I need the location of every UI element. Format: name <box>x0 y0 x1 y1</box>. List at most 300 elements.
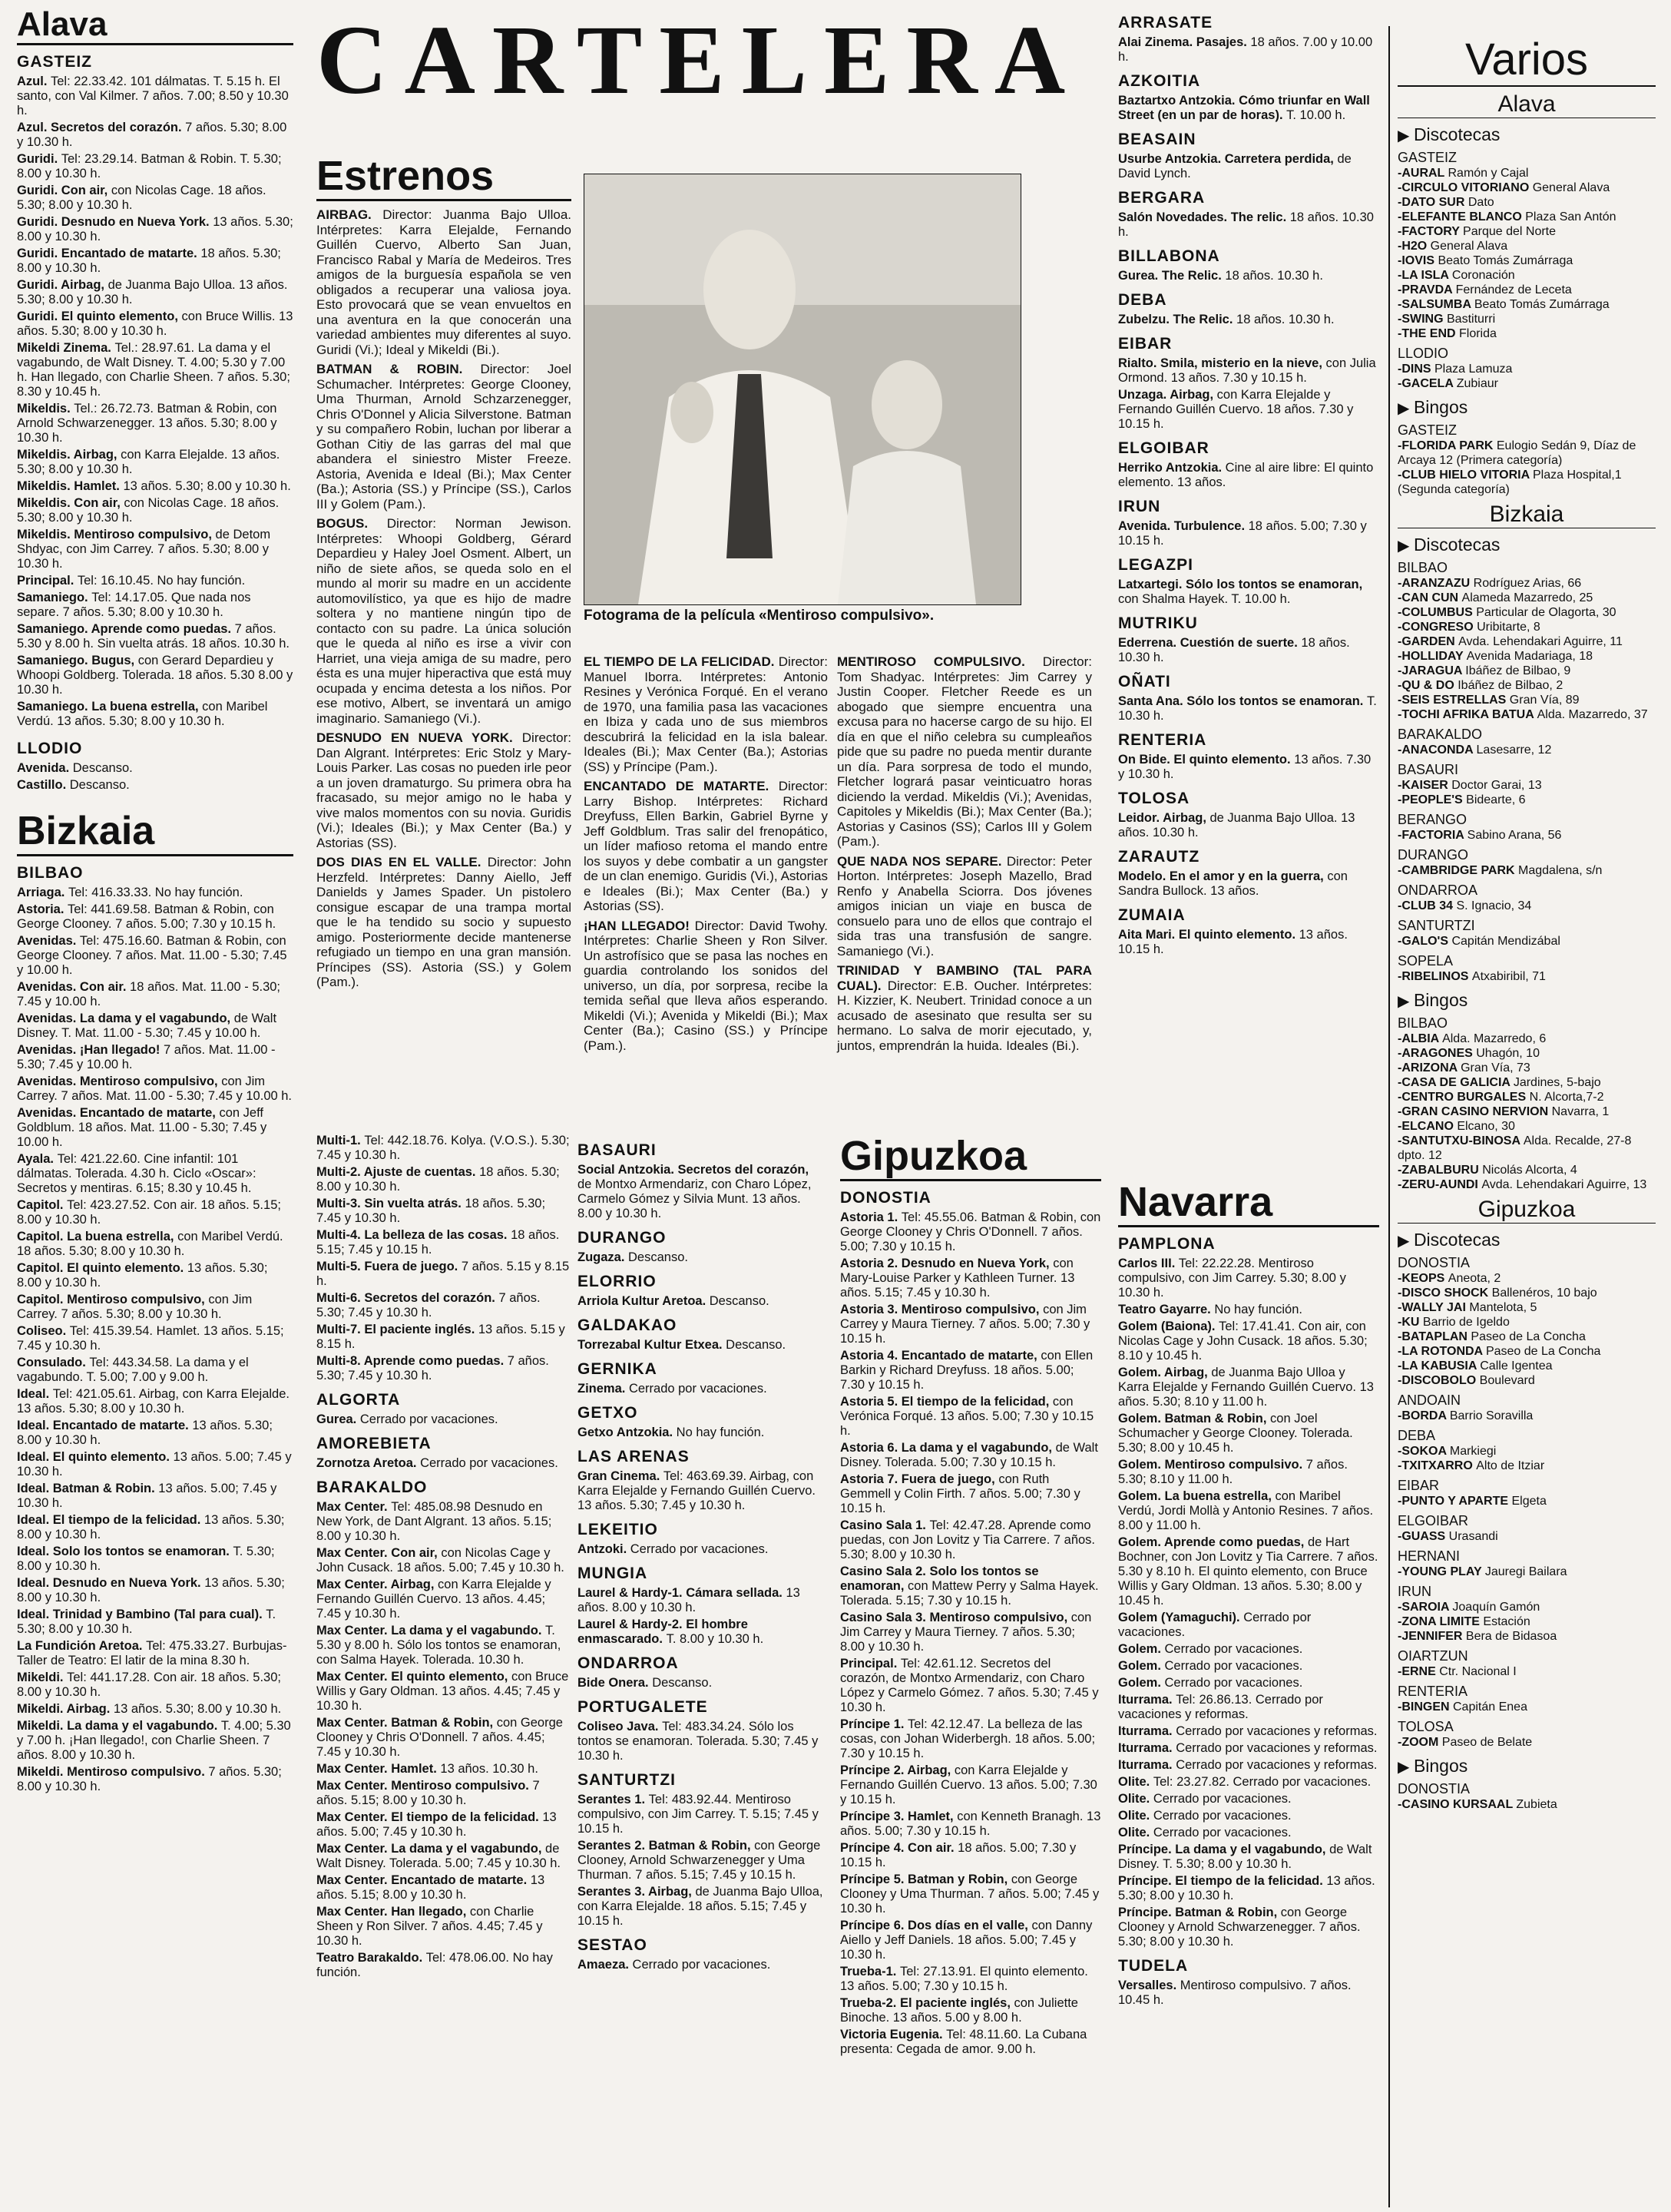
listing-details: Descanso. <box>72 761 133 776</box>
listing-entry <box>840 1763 1101 1807</box>
varios-venue-address: Capitán Mendizábal <box>1451 935 1560 948</box>
listing-details: Descanso. <box>652 1676 713 1690</box>
listing-entry <box>17 341 293 399</box>
town-title: DURANGO <box>577 1229 667 1247</box>
listing-entry <box>316 1873 570 1902</box>
listing-details: Director: Dan Algrant. Intérpretes: Eric Stolz y Mary-Louis Parker. Las cosas no pueden irle peor a un joven dramaturgo. Su primera obra ha fracasado, su mejor amigo no le haba y vive malos momentos con su novia. Guridis (Vi.); Ideales (Bi.); y Max Center (Ba.) y Astorias (SS). <box>316 730 571 850</box>
listing-details: T. 5.30 y 8.00 h. Sólo los tontos se enamoran, con Salma Hayek. Tolerada. 10.30 h. <box>316 1624 561 1667</box>
venue-name: Serantes 2. Batman & Robin, <box>577 1839 755 1853</box>
town-listing <box>1118 519 1379 548</box>
varios-venue-name: -HOLLIDAY <box>1398 650 1467 663</box>
listing-entry <box>316 1354 570 1383</box>
listing-entry <box>316 1810 570 1839</box>
varios-venue-address: Alameda Mazarredo, 25 <box>1461 591 1593 604</box>
town-listing <box>577 1426 823 1440</box>
venue-name: Príncipe. La dama y el vagabundo, <box>1118 1843 1330 1857</box>
listing-details: de Walt Disney. Tolerada. 5.00; 7.30 y 10.15 h. <box>840 1441 1098 1470</box>
varios-venue <box>1398 1119 1656 1134</box>
region-title-gipuzkoa: Gipuzkoa <box>840 1133 1027 1179</box>
venue-name: Modelo. En el amor y en la guerra, <box>1118 869 1328 883</box>
town-title-amorebieta: AMOREBIETA <box>316 1435 432 1452</box>
town-title-algorta: ALGORTA <box>316 1391 401 1409</box>
venue-name: Guridi. Desnudo en Nueva York. <box>17 215 213 230</box>
listing-details: de Walt Disney. T. Mat. 11.00 - 5.30; 7.45 y 10.00 h. <box>17 1011 277 1040</box>
listing-details: 7 años. 5.15; 8.00 y 10.30 h. <box>316 1779 540 1807</box>
listing-details: Tel: 45.55.06. Batman & Robin, con George Clooney y Chris O'Donnell. 7 años. 5.00; 7.30 y 10.15 h. <box>840 1210 1101 1254</box>
venue-name: Casino Sala 1. <box>840 1518 930 1533</box>
venue-name: Arriola Kultur Aretoa. <box>577 1294 710 1308</box>
listing-entry <box>840 1349 1101 1392</box>
town-listing <box>1118 869 1379 899</box>
listing-details: Cerrado por vacaciones. <box>630 1542 769 1556</box>
town-title: TOLOSA <box>1118 790 1190 807</box>
varios-venue-name: -KU <box>1398 1316 1423 1329</box>
listing-details: Tel: 442.18.76. Kolya. (V.O.S.). 5.30; 7.45 y 10.30 h. <box>316 1134 570 1162</box>
varios-venue <box>1398 1104 1656 1119</box>
listing-details: con Nicolas Cage. 18 años. 5.30; 8.00 y 10.30 h. <box>17 184 266 213</box>
varios-venue-name: -DINS <box>1398 363 1434 376</box>
listing-details: con Gerard Depardieu y Whoopi Goldberg. Tolerada. 18 años. 5.30 8.00 y 10.30 h. <box>17 654 293 697</box>
listing-entry <box>577 1426 823 1440</box>
listing-details: de Juanma Bajo Ulloa y Karra Elejalde y Fernando Guillén Cuervo. 13 años. 5.30; 8.10 y 11.00 h. <box>1118 1366 1374 1409</box>
listing-entry <box>1118 1741 1379 1756</box>
town-listing <box>577 1338 823 1353</box>
venue-name: DOS DIAS EN EL VALLE. <box>316 855 488 870</box>
listing-entry <box>840 1441 1101 1470</box>
town-title: BEASAIN <box>1118 131 1196 148</box>
column-donostia <box>840 1134 1101 2059</box>
town-title: BASAURI <box>577 1141 657 1159</box>
listing-details: Tel.: 28.97.61. La dama y el vagabundo, de Walt Disney. T. 4.00; 5.30 y 7.00 h. Han llegado, con Charlie Sheen. 7 años. 5.30; 8.30 y 10.45 h. <box>17 341 290 399</box>
listing-entry <box>1118 811 1379 840</box>
varios-town: EIBAR <box>1398 1478 1440 1493</box>
varios-venue-address: Paseo de Belate <box>1441 1736 1533 1749</box>
listing-details: de Juanma Bajo Ulloa. 13 años. 10.30 h. <box>1118 811 1355 839</box>
varios-venue-address: Elcano, 30 <box>1457 1120 1515 1133</box>
varios-town: OIARTZUN <box>1398 1648 1468 1664</box>
listing-details: 7 años. 5.30; 8.10 y 11.00 h. <box>1118 1458 1348 1487</box>
listing-entry <box>1118 1843 1379 1872</box>
town-title: GETXO <box>577 1404 638 1422</box>
town-title: LAS ARENAS <box>577 1448 690 1465</box>
varios-venue <box>1398 1565 1656 1579</box>
varios-town: IRUN <box>1398 1584 1431 1599</box>
listing-entry <box>17 1152 293 1196</box>
varios-town: BILBAO <box>1398 1015 1448 1031</box>
venue-name: Golem. Aprende como puedas, <box>1118 1535 1308 1550</box>
town-listing <box>1118 694 1379 724</box>
varios-venue <box>1398 268 1656 283</box>
town-title: PORTUGALETE <box>577 1698 708 1716</box>
venue-name: On Bide. El quinto elemento. <box>1118 753 1295 767</box>
venue-name: Guridi. Airbag, <box>17 278 108 293</box>
varios-venue <box>1398 166 1656 180</box>
venue-name: Golem. <box>1118 1659 1165 1674</box>
town-listing <box>1118 313 1379 327</box>
listing-entry <box>17 1324 293 1353</box>
listing-details: 18 años. 5.30; 8.00 y 10.30 h. <box>17 247 281 276</box>
venue-name: Avenidas. <box>17 933 80 948</box>
venue-name: Astoria 7. Fuera de juego, <box>840 1472 999 1487</box>
varios-venue-name: -BORDA <box>1398 1409 1450 1422</box>
varios-town: HERNANI <box>1398 1548 1461 1564</box>
venue-name: Capitol. El quinto elemento. <box>17 1260 187 1275</box>
venue-name: Max Center. Hamlet. <box>316 1762 441 1776</box>
town-title-barakaldo: BARAKALDO <box>316 1479 428 1496</box>
listing-pamplona <box>1118 1257 1379 1949</box>
listing-entry <box>17 152 293 181</box>
listing-details: con Jim Carrey y Maura Tierney. 7 años. 5.00; 7.30 y 10.15 h. <box>840 1303 1090 1346</box>
listing-details: con Verónica Forqué. 13 años. 5.00; 7.30 y 10.15 h. <box>840 1395 1094 1439</box>
venue-name: Guridi. Encantado de matarte. <box>17 247 201 261</box>
varios-venue <box>1398 634 1656 649</box>
venue-name: Avenida. <box>17 761 73 776</box>
listing-details: Tel: 443.34.58. La dama y el vagabundo. T. 5.00; 7.00 y 9.00 h. <box>17 1355 249 1384</box>
varios-venue <box>1398 297 1656 312</box>
listing-details: 18 años. 10.30 h. <box>1225 269 1323 283</box>
listing-details: Tel: 416.33.33. No hay función. <box>68 885 243 899</box>
listing-details: Tel: 23.29.14. Batman & Robin. T. 5.30; 8.00 y 10.30 h. <box>17 152 282 181</box>
venue-name: Multi-6. Secretos del corazón. <box>316 1291 499 1305</box>
listing-gasteiz <box>17 75 293 729</box>
divider <box>840 1179 1101 1181</box>
varios-sidebar <box>1388 26 1663 2207</box>
listing-details: Tel: 14.17.05. Que nada nos separe. 7 años. 5.30; 8.00 y 10.30 h. <box>17 591 251 620</box>
listing-details: 18 años. Mat. 11.00 - 5.30; 7.45 y 10.00 h. <box>17 979 281 1008</box>
listing-entry <box>316 1412 570 1427</box>
town-title: GALDAKAO <box>577 1316 677 1334</box>
varios-venue-address: General Alava <box>1532 181 1610 194</box>
listing-entry <box>316 1779 570 1808</box>
varios-venue-address: Nicolás Alcorta, 4 <box>1482 1164 1577 1177</box>
venue-name: Iturrama. <box>1118 1758 1176 1773</box>
varios-venue <box>1398 793 1656 807</box>
listing-details: Cerrado por vacaciones. <box>1164 1642 1303 1657</box>
varios-venue-address: Jauregi Bailara <box>1484 1565 1567 1578</box>
varios-venue-name: -ANACONDA <box>1398 743 1477 757</box>
estrenos-title: Estrenos <box>316 153 495 199</box>
listing-entry <box>840 1257 1101 1300</box>
varios-venue <box>1398 678 1656 693</box>
listing-entry <box>1118 1489 1379 1533</box>
listing-entry <box>1118 1303 1379 1317</box>
estrenos-list-right <box>837 654 1092 1053</box>
listing-entry <box>17 1545 293 1574</box>
listing-details: 18 años. 5.30; 8.00 y 10.30 h. <box>316 1165 560 1194</box>
venue-name: Carlos III. <box>1118 1257 1179 1271</box>
listing-details: 7 años. 5.30; 7.45 y 10.30 h. <box>316 1291 541 1320</box>
varios-venue <box>1398 1134 1656 1163</box>
listing-entry <box>316 1842 570 1871</box>
listing-entry <box>1118 388 1379 432</box>
varios-venue <box>1398 1061 1656 1075</box>
varios-venue-name: -GALO'S <box>1398 935 1452 948</box>
listing-entry <box>17 934 293 978</box>
venue-name: Astoria 2. Desnudo en Nueva York, <box>840 1257 1054 1271</box>
listing-details: 13 años. 5.30; 8.00 y 10.30 h. <box>17 215 293 244</box>
venue-name: Mikeldi. Airbag. <box>17 1701 114 1716</box>
listing-details: Cerrado por vacaciones. <box>1153 1826 1292 1840</box>
town-title: ELGOIBAR <box>1118 439 1209 457</box>
listing-entry <box>316 1716 570 1760</box>
listing-details: 13 años. 5.00; 7.45 y 10.30 h. <box>17 1449 292 1479</box>
listing-details: 7 años. Mat. 11.00 - 5.30; 7.45 y 10.00 h. <box>17 1042 276 1071</box>
varios-venue-address: Jardines, 5-bajo <box>1513 1076 1601 1089</box>
listing-entry <box>316 362 571 512</box>
varios-venue <box>1398 1409 1656 1423</box>
town-listing <box>577 1163 823 1221</box>
venue-name: Ideal. <box>17 1386 53 1401</box>
venue-name: TRINIDAD Y BAMBINO (TAL PARA CUAL). <box>837 963 1092 993</box>
varios-venue-address: Barrio de Igeldo <box>1422 1316 1510 1329</box>
listing-entry <box>17 310 293 339</box>
divider <box>316 199 571 201</box>
listing-entry <box>316 1500 570 1544</box>
venue-name: Olite. <box>1118 1809 1153 1823</box>
listing-details: con Karra Elejalde y Fernando Guillén Cuervo. 18 años. 7.30 y 10.15 h. <box>1118 388 1354 431</box>
varios-venue-address: Elgeta <box>1511 1495 1547 1508</box>
listing-entry <box>840 1810 1101 1839</box>
varios-venue-address: Ramón y Cajal <box>1448 167 1529 180</box>
venue-name: BATMAN & ROBIN. <box>316 362 481 377</box>
varios-venue-name: -IOVIS <box>1398 254 1438 267</box>
varios-venue-address: Beato Tomás Zumárraga <box>1438 254 1573 267</box>
varios-venue-address: Alto de Itziar <box>1476 1459 1545 1472</box>
venue-name: Max Center. <box>316 1500 392 1514</box>
listing-entry <box>1118 1874 1379 1903</box>
listing-entry <box>1118 636 1379 665</box>
listing-details: Tel.: 26.72.73. Batman & Robin, con Arnold Schwarzenegger. 13 años. 5.30; 8.00 y 10.30 h. <box>17 402 277 445</box>
listing-details: 18 años. 10.30 h. <box>1118 636 1350 664</box>
listing-details: Cerrado por vacaciones. <box>632 1958 771 1972</box>
varios-venue-name: -ELEFANTE BLANCO <box>1398 210 1526 224</box>
varios-venue-address: Alda. Mazarredo, 6 <box>1442 1032 1547 1045</box>
listing-entry <box>1118 869 1379 899</box>
varios-venue <box>1398 1459 1656 1473</box>
varios-venue <box>1398 605 1656 620</box>
listing-details: 13 años. 5.30; 8.00 y 10.30 h. <box>17 1512 285 1541</box>
varios-venue-name: -ZERU-AUNDI <box>1398 1178 1482 1191</box>
varios-venue <box>1398 253 1656 268</box>
listing-details: 18 años. 7.00 y 10.00 h. <box>1118 35 1373 64</box>
listing-details: 18 años. 5.00; 7.30 y 10.15 h. <box>1118 519 1367 548</box>
listing-details: Tel: 22.33.42. 101 dálmatas. T. 5.15 h. El santo, con Val Kilmer. 7 años. 7.00; 8.50 y 10.30 h. <box>17 75 289 118</box>
town-listing <box>1118 636 1379 665</box>
varios-venue <box>1398 210 1656 224</box>
listing-details: Cerrado por vacaciones. <box>1118 1611 1312 1640</box>
varios-venue-address: Gran Vía, 89 <box>1509 694 1580 707</box>
listing-entry <box>840 1210 1101 1254</box>
listing-entry <box>840 1395 1101 1439</box>
varios-venue-address: General Alava <box>1430 240 1508 253</box>
varios-venue-name: -CLUB HIELO VITORIA <box>1398 469 1533 482</box>
listing-entry <box>840 1841 1101 1870</box>
varios-venue-name: -SEIS ESTRELLAS <box>1398 694 1510 707</box>
divider <box>17 854 293 856</box>
listing-entry <box>17 1482 293 1511</box>
venue-name: Herriko Antzokia. <box>1118 461 1226 475</box>
varios-venue-address: Eulogio Sedán 9, Díaz de Arcaya 12 (Primera categoría) <box>1398 439 1636 467</box>
varios-venue <box>1398 863 1656 878</box>
venue-name: AIRBAG. <box>316 207 383 223</box>
listing-entry <box>577 1885 823 1929</box>
town-title-gasteiz: GASTEIZ <box>17 53 93 71</box>
venue-name: Avenidas. Mentiroso compulsivo, <box>17 1074 222 1088</box>
venue-name: Ideal. Solo los tontos se enamoran. <box>17 1544 233 1558</box>
listing-entry <box>17 1639 293 1668</box>
varios-venue-name: -CASA DE GALICIA <box>1398 1076 1514 1089</box>
varios-region-title: Alava <box>1398 91 1656 118</box>
varios-venue-name: -ARANZAZU <box>1398 577 1474 590</box>
venue-name: Multi-7. El paciente inglés. <box>316 1323 478 1336</box>
varios-venue-address: Alda. Recalde, 27-8 dpto. 12 <box>1398 1134 1632 1162</box>
listing-details: 13 años. 5.30; 8.00 y 10.30 h. <box>1118 1874 1375 1903</box>
region-title-navarra: Navarra <box>1118 1179 1273 1225</box>
listing-entry <box>840 1303 1101 1346</box>
listing-entry <box>1118 1611 1379 1640</box>
listing-entry <box>17 1198 293 1227</box>
venue-name: Samaniego. Aprende como puedas. <box>17 622 235 637</box>
masthead-block <box>316 5 1084 114</box>
varios-venue <box>1398 468 1656 497</box>
varios-venue-name: -GUASS <box>1398 1530 1449 1543</box>
listing-details: Tel: 42.61.12. Secretos del corazón, de Montxo Armendariz, con Charo López y Carmelo Gómez. 7 años. 5.30; 7.45 y 10.30 h. <box>840 1657 1099 1715</box>
venue-name: Leidor. Airbag, <box>1118 811 1210 825</box>
varios-venue-name: -KEOPS <box>1398 1272 1448 1285</box>
varios-venue <box>1398 664 1656 678</box>
varios-venue <box>1398 707 1656 722</box>
varios-listing <box>1398 91 1656 1812</box>
venue-name: Castillo. <box>17 778 70 793</box>
town-listing <box>577 1586 823 1647</box>
varios-venue <box>1398 591 1656 605</box>
listing-details: 7 años. 5.15 y 8.15 h. <box>316 1260 570 1288</box>
varios-town: DURANGO <box>1398 847 1469 863</box>
venue-name: Golem (Baiona). <box>1118 1320 1219 1334</box>
town-title: EIBAR <box>1118 335 1173 353</box>
listing-entry <box>1118 694 1379 724</box>
listing-entry <box>840 1518 1101 1562</box>
varios-venue-name: -GACELA <box>1398 377 1457 390</box>
listing-details: Tel: 483.34.24. Sólo los tontos se enamoran. Tolerada. 5.30; 7.45 y 10.30 h. <box>577 1720 819 1763</box>
venue-name: Coliseo. <box>17 1323 70 1338</box>
venue-name: Mikeldi Zinema. <box>17 341 115 356</box>
listing-entry <box>316 1762 570 1777</box>
varios-venue <box>1398 239 1656 253</box>
listing-entry <box>577 1958 823 1972</box>
listing-details: con Mattew Perry y Salma Hayek. Tolerada. 5.15; 7.30 y 10.15 h. <box>840 1579 1099 1608</box>
divider <box>1118 1225 1379 1227</box>
varios-venue <box>1398 439 1656 468</box>
varios-venue-address: N. Alcorta,7-2 <box>1529 1091 1604 1104</box>
varios-venue-name: -CIRCULO VITORIANO <box>1398 181 1533 194</box>
estrenos-middle <box>584 654 828 1058</box>
venue-name: La Fundición Aretoa. <box>17 1638 147 1653</box>
venue-name: Coliseo Java. <box>577 1720 663 1734</box>
varios-venue-name: -RIBELINOS <box>1398 970 1472 983</box>
listing-details: Cine al aire libre: El quinto elemento. 13 años. <box>1118 461 1374 489</box>
listing-details: 13 años. 5.30; 8.00 y 10.30 h. <box>17 1575 285 1604</box>
listing-details: Cerrado por vacaciones. <box>1164 1659 1303 1674</box>
listing-details: Cerrado por vacaciones y reformas. <box>1176 1758 1378 1773</box>
listing-entry <box>17 591 293 620</box>
venue-name: MENTIROSO COMPULSIVO. <box>837 654 1043 669</box>
venue-name: Max Center. Han llegado, <box>316 1905 470 1919</box>
listing-details: con Jim Carrey y Maura Tierney. 7 años. 5.30; 8.00 y 10.30 h. <box>840 1611 1092 1654</box>
town-listing <box>577 1542 823 1557</box>
listing-details: con Maribel Verdú. 18 años. 5.30; 8.00 y 10.30 h. <box>17 1229 283 1258</box>
varios-venue <box>1398 1614 1656 1629</box>
varios-venue-address: Avda. Lehendakari Aguirre, 11 <box>1458 635 1623 648</box>
listing-entry <box>17 448 293 477</box>
varios-venue-address: Particular de Olagorta, 30 <box>1476 606 1616 619</box>
varios-category: ▶ Discotecas <box>1398 124 1656 145</box>
varios-venue <box>1398 828 1656 843</box>
varios-venue-address: Coronación <box>1451 269 1515 282</box>
town-title-bilbao: BILBAO <box>17 863 84 882</box>
listing-details: con Juliette Binoche. 13 años. 5.00 y 8.00 h. <box>840 1996 1078 2025</box>
varios-town: RENTERIA <box>1398 1684 1468 1699</box>
venue-name: DESNUDO EN NUEVA YORK. <box>316 730 522 746</box>
venue-name: Ideal. El tiempo de la felicidad. <box>17 1512 204 1527</box>
listing-entry <box>1118 1979 1379 2008</box>
listing-details: Tel: 42.47.28. Aprende como puedas, con Jon Lovitz y Tia Carrere. 7 años. 5.30; 8.00 y 10.30 h. <box>840 1518 1096 1562</box>
varios-venue-name: -CLUB 34 <box>1398 899 1457 912</box>
town-title: BERGARA <box>1118 189 1206 207</box>
listing-details: con Sandra Bullock. 13 años. <box>1118 869 1348 898</box>
listing-entry <box>17 184 293 213</box>
listing-details: 13 años. 5.00; 7.45 y 10.30 h. <box>316 1810 557 1839</box>
town-title: MUNGIA <box>577 1565 648 1582</box>
listing-tudela <box>1118 1979 1379 2008</box>
varios-venue-address: Atxabiribil, 71 <box>1471 970 1546 983</box>
venue-name: Príncipe 1. <box>840 1717 908 1732</box>
venue-name: Ideal. Desnudo en Nueva York. <box>17 1575 205 1590</box>
listing-details: con George Clooney y Chris O'Donnell. 7 años. 4.45; 7.45 y 10.30 h. <box>316 1716 563 1759</box>
varios-venue <box>1398 1271 1656 1286</box>
venue-name: Golem. Mentiroso compulsivo. <box>1118 1458 1306 1472</box>
estrenos-left <box>316 154 571 995</box>
listing-entry <box>17 622 293 651</box>
film-still-illustration <box>584 174 1021 604</box>
listing-entry <box>1118 356 1379 386</box>
listing-entry <box>17 1671 293 1700</box>
estrenos-list-left <box>316 207 571 990</box>
listing-details: T. 10.00 h. <box>1286 108 1346 122</box>
varios-town: SANTURTZI <box>1398 918 1475 933</box>
listing-details: 7 años. 5.30 y 8.00 h. Sin vuelta atrás. 18 años. 10.30 h. <box>17 622 290 651</box>
listing-entry <box>316 1456 570 1471</box>
listing-entry <box>17 980 293 1009</box>
listing-entry <box>316 207 571 357</box>
venue-name: Iturrama. <box>1118 1724 1176 1739</box>
listing-details: 18 años. 10.30 h. <box>1118 210 1374 239</box>
town-title: DEBA <box>1118 291 1167 309</box>
venue-name: Astoria. <box>17 902 68 916</box>
venue-name: Casino Sala 2. Solo los tontos se enamoran, <box>840 1565 1039 1594</box>
town-listing <box>577 1958 823 1972</box>
varios-category: ▶ Bingos <box>1398 1756 1656 1777</box>
listing-details: Tel: 27.13.91. El quinto elemento. 13 años. 5.00; 7.30 y 10.15 h. <box>840 1965 1088 1994</box>
listing-entry <box>17 1230 293 1259</box>
listing-details: No hay función. <box>1214 1303 1302 1317</box>
venue-name: Serantes 3. Airbag, <box>577 1885 696 1899</box>
listing-entry <box>17 1387 293 1416</box>
venue-name: Multi-1. <box>316 1134 365 1147</box>
listing-entry <box>577 1618 823 1647</box>
listing-llodio <box>17 761 293 793</box>
venue-name: Zugaza. <box>577 1250 629 1264</box>
